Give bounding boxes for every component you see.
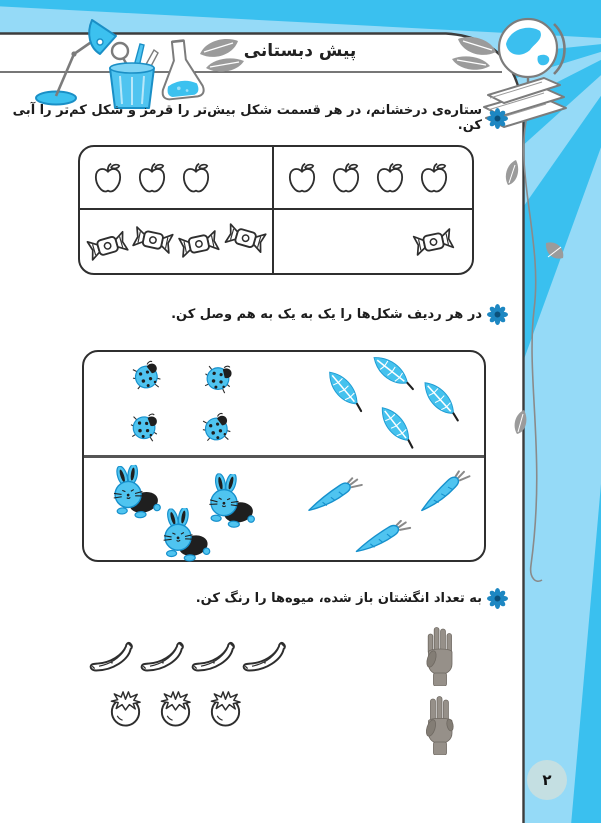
apple-icon xyxy=(328,160,364,196)
table-cell-candy-right xyxy=(272,208,472,273)
tomatoes-row xyxy=(106,687,245,729)
carrots-group xyxy=(302,466,487,561)
ladybugs-group xyxy=(124,356,254,451)
banana-icon xyxy=(137,635,187,681)
carrot-icon xyxy=(305,474,364,518)
hand-4-fingers-icon xyxy=(423,624,457,686)
leaves-icon xyxy=(196,34,250,78)
ladybug-icon xyxy=(201,360,237,396)
page-title: پیش دبستانی xyxy=(243,41,357,61)
exercise2-instruction xyxy=(171,304,508,325)
apple-icon xyxy=(416,160,452,196)
exercise1-instruction xyxy=(0,103,508,133)
leaf-icon xyxy=(372,403,419,450)
leaf-icon xyxy=(369,350,415,396)
tomato-icon xyxy=(106,687,145,729)
ladybug-icon xyxy=(129,411,162,444)
candy-icon xyxy=(174,224,224,263)
matching-row-ladybugs-leaves xyxy=(84,352,484,455)
apple-icon xyxy=(178,160,214,196)
candy-icon xyxy=(220,217,272,258)
exercise3-instruction xyxy=(196,588,508,609)
banana-icon xyxy=(188,635,238,681)
rabbit-icon xyxy=(106,463,164,523)
hand-three-fingers-image xyxy=(423,693,457,755)
banana-icon xyxy=(86,635,136,681)
leaf-icon xyxy=(321,368,367,414)
apple-icon xyxy=(90,160,126,196)
apple-icon xyxy=(134,160,170,196)
exercise1-instruction-text: ستاره‌ی درخشانم، در هر قسمت شکل بیش‌تر را قرمز و شکل کم‌تر را آبی کن. xyxy=(12,103,482,133)
bananas-row xyxy=(86,635,289,681)
table-cell-candies-left xyxy=(80,208,272,273)
hand-four-fingers-image xyxy=(423,624,457,686)
exercise2-table xyxy=(82,350,486,562)
flower-bullet-icon xyxy=(487,304,508,325)
table-cell-apples-left xyxy=(80,147,272,208)
apple-icon xyxy=(372,160,408,196)
hand-3-fingers-icon xyxy=(423,693,457,755)
exercise1-table xyxy=(78,145,474,275)
ladybug-icon xyxy=(129,358,165,394)
flower-bullet-icon xyxy=(487,588,508,609)
carrot-icon xyxy=(352,515,412,561)
ladybug-icon xyxy=(200,411,235,446)
candy-icon xyxy=(128,220,178,259)
tomato-icon xyxy=(156,687,195,729)
rabbit-icon xyxy=(157,507,213,565)
page-number: ۲ xyxy=(542,771,552,789)
leaf-icon xyxy=(418,379,463,424)
banana-icon xyxy=(239,635,289,681)
candy-icon xyxy=(408,222,458,261)
page-number-badge xyxy=(527,760,567,800)
table-cell-apples-right xyxy=(272,147,472,208)
apple-icon xyxy=(284,160,320,196)
matching-row-rabbits-carrots xyxy=(84,455,484,560)
exercise3-instruction-text: به تعداد انگشتان باز شده، میوه‌ها را رنگ کن. xyxy=(195,591,482,606)
flower-bullet-icon xyxy=(487,108,508,129)
carrot-icon xyxy=(414,469,474,515)
tomato-icon xyxy=(206,687,245,729)
candy-icon xyxy=(82,225,134,266)
exercise2-instruction-text: در هر ردیف شکل‌ها را یک به یک به هم وصل کن. xyxy=(171,307,482,322)
rabbits-group xyxy=(94,462,324,562)
leaves-group xyxy=(319,354,494,452)
